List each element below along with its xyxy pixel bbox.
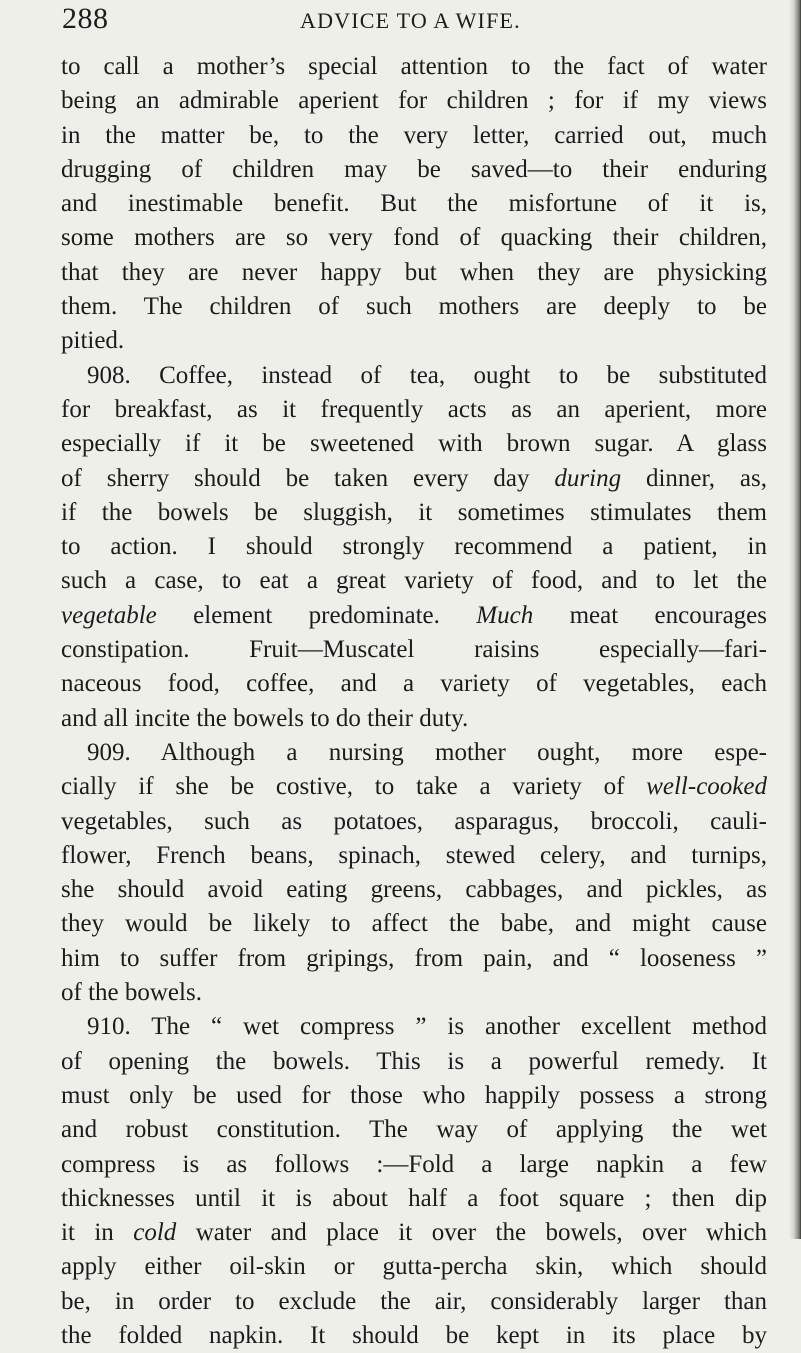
text-line: in the matter be, to the very letter, carried out, much — [61, 121, 767, 149]
text-line: of the bowels. — [61, 979, 202, 1007]
text-run: cially if she be costive, to take a variety of — [61, 773, 647, 801]
text-line: she should avoid eating greens, cabbages, and pickles, as — [61, 876, 767, 904]
page-number: 288 — [62, 2, 109, 35]
text-line — [61, 462, 767, 496]
text-run: dinner, as, — [621, 464, 767, 492]
page-edge-shadow — [789, 0, 801, 1239]
italic-text: during — [554, 464, 622, 492]
text-run: element predominate. — [156, 601, 440, 629]
text-line: naceous food, coffee, and a variety of vegetables, each — [61, 670, 767, 698]
text-line: must only be used for those who happily possess a strong — [61, 1081, 767, 1109]
text-line: and inestimable benefit. But the misfortune of it is, — [61, 190, 767, 218]
text-line: for breakfast, as it frequently acts as an aperient, more — [61, 395, 767, 423]
text-line: him to suffer from gripings, from pain, and “ looseness ” — [61, 944, 767, 972]
text-line: to action. I should strongly recommend a patient, in — [61, 533, 767, 561]
running-title: ADVICE TO A WIFE. — [300, 8, 521, 33]
text-line: constipation. Fruit—Muscatel raisins especially—fari- — [61, 636, 767, 664]
text-line: 908. Coffee, instead of tea, ought to be substituted — [87, 361, 767, 389]
text-line: to call a mother’s special attention to the fact of water — [61, 53, 767, 80]
text-line: vegetables, such as potatoes, asparagus, broccoli, cauli- — [61, 807, 767, 835]
text-line: some mothers are so very fond of quacking their children, — [61, 224, 767, 252]
body-text — [61, 50, 767, 1353]
running-head — [0, 2, 801, 36]
text-line: such a case, to eat a great variety of food, and to let the — [61, 567, 767, 595]
text-line: they would be likely to affect the babe, and might cause — [61, 910, 767, 938]
text-run: water and place it over the bowels, over which — [176, 1219, 767, 1247]
text-line: 910. The “ wet compress ” is another excellent method — [87, 1013, 767, 1041]
italic-text: vegetable — [61, 601, 157, 629]
text-line: flower, French beans, spinach, stewed celery, and turnips, — [61, 841, 767, 869]
text-line: compress is as follows :—Fold a large napkin a few — [61, 1150, 767, 1178]
text-line: of opening the bowels. This is a powerful remedy. It — [61, 1047, 767, 1075]
italic-text: cold — [133, 1219, 177, 1247]
text-line: that they are never happy but when they are physicking — [61, 258, 767, 286]
text-line: 909. Although a nursing mother ought, more espe- — [87, 738, 767, 766]
text-line: the folded napkin. It should be kept in its place by — [61, 1321, 767, 1349]
italic-text: Much — [476, 601, 534, 629]
text-line: pitied. — [61, 327, 125, 355]
text-line: and all incite the bowels to do their duty. — [61, 704, 469, 732]
text-line: be, in order to exclude the air, considerably larger than — [61, 1287, 767, 1315]
text-run: of sherry should be taken every day — [61, 464, 555, 492]
text-line: them. The children of such mothers are deeply to be — [61, 293, 767, 321]
text-line: if the bowels be sluggish, it sometimes stimulates them — [61, 498, 767, 526]
text-run: it in — [61, 1219, 134, 1247]
text-line: and robust constitution. The way of applying the wet — [61, 1116, 767, 1144]
text-line — [61, 1216, 767, 1250]
text-line: apply either oil-skin or gutta-percha skin, which should — [61, 1253, 767, 1281]
italic-text: well-cooked — [646, 773, 767, 801]
text-line: especially if it be sweetened with brown sugar. A glass — [61, 430, 767, 458]
text-line: drugging of children may be saved—to their enduring — [61, 155, 767, 183]
text-line — [61, 599, 767, 633]
text-run: meat encourages — [533, 601, 768, 629]
text-line — [61, 770, 767, 804]
text-line: thicknesses until it is about half a foot square ; then dip — [61, 1184, 767, 1212]
text-line: being an admirable aperient for children ; for if my views — [61, 87, 767, 115]
